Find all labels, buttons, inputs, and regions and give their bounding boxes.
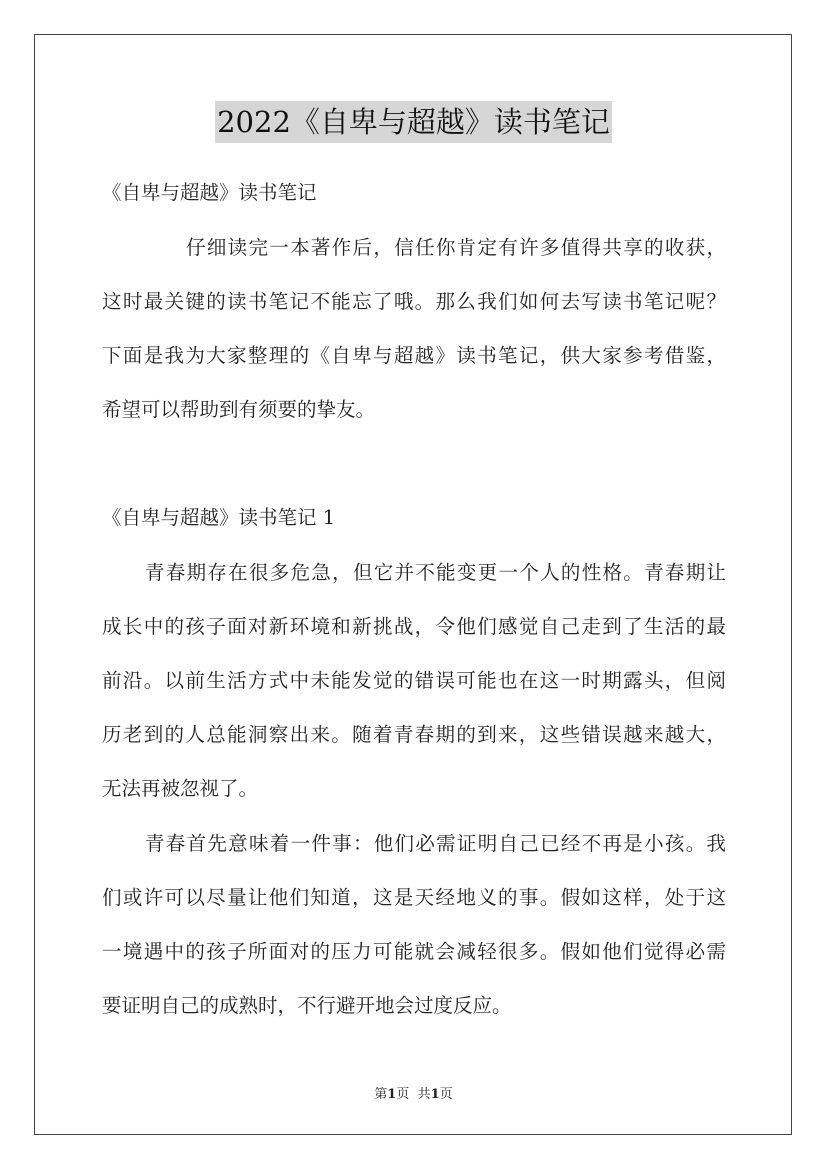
paragraph2-line-1: 青春首先意味着一件事：他们必需证明自己已经不再是小孩。我 [145, 832, 726, 855]
intro-line-1: 仔细读完一本著作后，信任你肯定有许多值得共享的收获， [186, 236, 726, 259]
footer-page-prefix: 第 [374, 1087, 388, 1102]
footer-total-number: 1 [430, 1087, 440, 1102]
footer-total-suffix: 页 [439, 1087, 453, 1102]
paragraph1-line-4: 历老到的人总能洞察出来。随着青春期的到来，这些错误越来越大， [102, 723, 726, 746]
footer-page-suffix: 页 [396, 1087, 410, 1102]
paragraph1-line-2: 成长中的孩子面对新环境和新挑战，令他们感觉自己走到了生活的最 [102, 615, 726, 638]
section-heading: 《自卑与超越》读书笔记 1 [102, 506, 336, 529]
paragraph2-line-2: 们或许可以尽量让他们知道，这是天经地义的事。假如这样，处于这 [102, 886, 726, 909]
paragraph1-line-5: 无法再被忽视了。 [102, 777, 259, 800]
page-footer [0, 1083, 827, 1102]
document-subtitle: 《自卑与超越》读书笔记 [102, 181, 317, 204]
intro-line-2: 这时最关键的读书笔记不能忘了哦。那么我们如何去写读书笔记呢？ [102, 290, 726, 313]
intro-line-4: 希望可以帮助到有须要的挚友。 [102, 398, 376, 421]
title-container [0, 101, 827, 143]
paragraph2-line-3: 一境遇中的孩子所面对的压力可能就会减轻很多。假如他们觉得必需 [102, 940, 726, 963]
footer-total-prefix: 共 [417, 1087, 431, 1102]
document-title: 2022《自卑与超越》读书笔记 [215, 101, 612, 143]
intro-line-3: 下面是我为大家整理的《自卑与超越》读书笔记，供大家参考借鉴， [102, 344, 726, 367]
footer-page-number: 1 [387, 1087, 397, 1102]
paragraph1-line-1: 青春期存在很多危急，但它并不能变更一个人的性格。青春期让 [145, 561, 726, 584]
paragraph2-line-4: 要证明自己的成熟时，不行避开地会过度反应。 [102, 994, 512, 1017]
paragraph1-line-3: 前沿。以前生活方式中未能发觉的错误可能也在这一时期露头，但阅 [102, 669, 726, 692]
